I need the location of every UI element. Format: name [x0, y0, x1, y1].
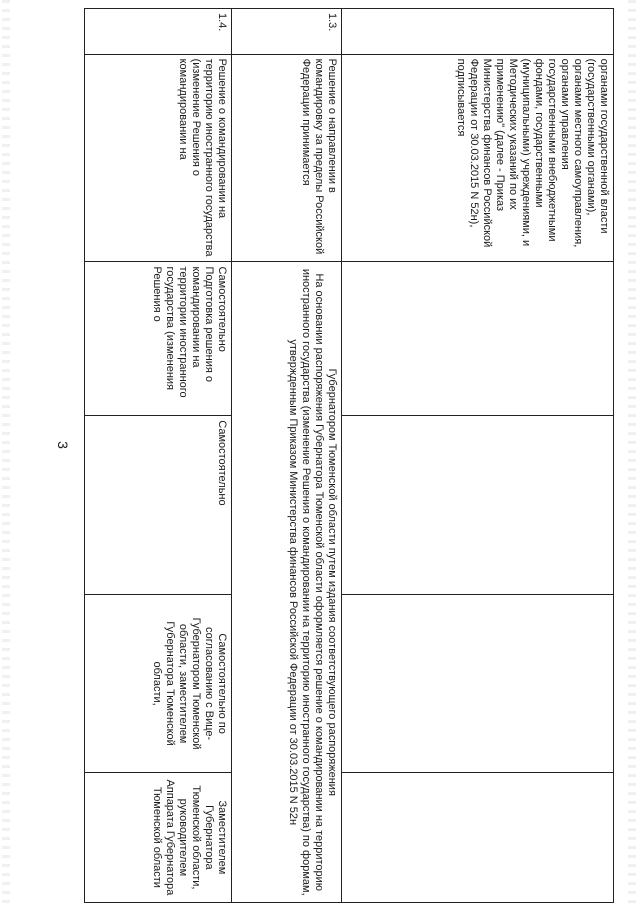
row-number-cell: 1.4. — [85, 9, 232, 55]
rotated-page — [85, 8, 614, 903]
page-number: 3 — [55, 441, 71, 449]
table-row-continuation — [342, 9, 614, 903]
scan-edge-left — [2, 0, 10, 905]
scan-edge-right — [628, 0, 636, 905]
row-col4-cell: Самостоятельно — [85, 416, 232, 595]
row-number-cell: 1.3. — [232, 9, 342, 55]
row-name-cell: Решение о командировании на территорию иностранного государства (изменение Решения о командировании на — [85, 54, 232, 262]
row-col4-cell — [342, 416, 614, 595]
row-number-cell — [342, 9, 614, 55]
merged-decision-cell — [232, 262, 342, 903]
table-row-1-3 — [232, 9, 342, 903]
merged-text-line-2: На основании распоряжения Губернатора Тюменской области оформляется решение о командировании на территорию иностранного государства (изменение Решения о командировании на территорию иностранного государства) по формам, утвержденным Приказом Министерства финансов Российской Федерации от 30.03.2015 N 52н — [287, 268, 325, 896]
document-table — [84, 8, 614, 903]
row-col3-cell: Самостоятельно Подготовка решения о командировании на территории иностранного государства (изменения Решения о — [85, 262, 232, 416]
row-name-cell: Решение о направлении в командировку за пределы Российской Федерации принимается — [232, 54, 342, 262]
merged-text-line-1: Губернатором Тюменской области путем издания соответствующего распоряжения — [326, 368, 338, 796]
row-col5-cell: Самостоятельно по согласованию с Вице-Губернатором Тюменской области, заместителем Губернатора Тюменской области, — [85, 595, 232, 772]
row-col3-cell — [342, 262, 614, 416]
row-col6-cell: Заместителем Губернатора Тюменской области, руководителем Аппарата Губернатора Тюменской области — [85, 772, 232, 902]
row-name-cell: органами государственной власти (государственными органами), органами местного самоуправления, органами управления государственными внебюджетными фондами, государственными (муниципальными) учреждениями, и Методических указаний по их применению" (далее - Приказ Министерства финансов Российской Федерации от 30.03.2015 N 52н), подписывается — [342, 54, 614, 262]
row-col5-cell — [342, 595, 614, 772]
table-row-1-4 — [85, 9, 232, 903]
row-col6-cell — [342, 772, 614, 902]
